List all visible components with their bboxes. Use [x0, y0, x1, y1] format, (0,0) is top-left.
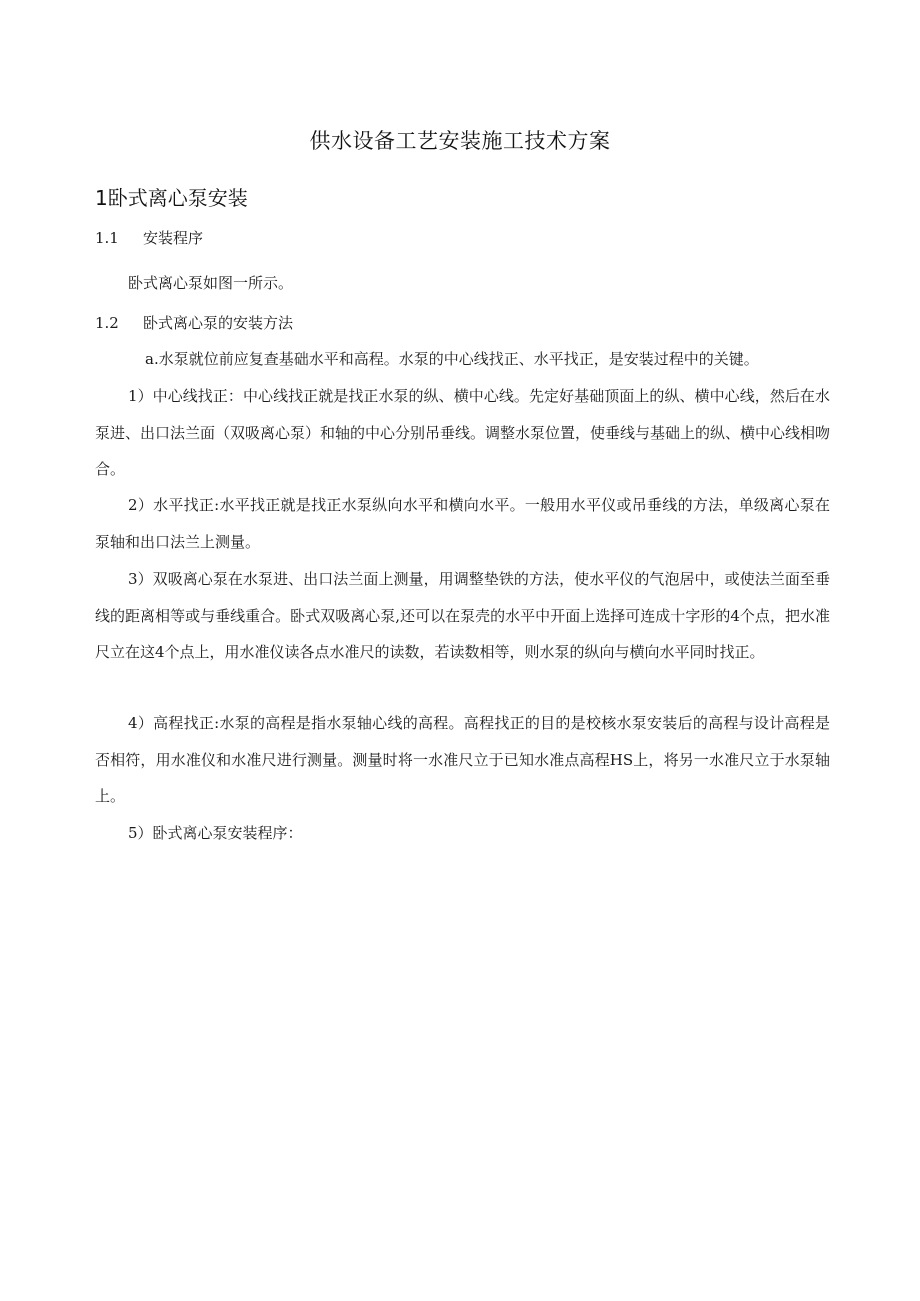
- paragraph-3: 3）双吸离心泵在水泵进、出口法兰面上测量，用调整垫铁的方法，使水平仪的气泡居中，或使法兰面至垂线的距离相等或与垂线重合。卧式双吸离心泵,还可以在泵壳的水平中开面上选择可连成十字形的4个点，把水准尺立在这4个点上，用水准仪读各点水准尺的读数，若读数相等，则水泵的纵向与横向水平同时找正。: [95, 570, 830, 661]
- paragraph-4: 4）高程找正:水泵的高程是指水泵轴心线的高程。高程找正的目的是校核水泵安装后的高程与设计高程是否相符，用水准仪和水准尺进行测量。测量时将一水准尺立于已知水准点高程HS上，将另一水准尺立于水泵轴上。: [95, 714, 830, 805]
- paragraph-a: a.水泵就位前应复查基础水平和高程。水泵的中心线找正、水平找正，是安装过程中的关键。: [145, 350, 759, 368]
- paragraph-2: 2）水平找正:水平找正就是找正水泵纵向水平和横向水平。一般用水平仪或吊垂线的方法，单级离心泵在泵轴和出口法兰上测量。: [95, 496, 830, 551]
- document-title: 供水设备工艺安装施工技术方案: [309, 129, 611, 153]
- subheading-number: 1.2: [95, 314, 119, 332]
- subheading-number: 1.1: [95, 229, 119, 247]
- paragraph-1-1: 卧式离心泵如图一所示。: [128, 274, 294, 292]
- subheading-1-1: [95, 226, 203, 250]
- section-heading: 1卧式离心泵安装: [95, 186, 248, 210]
- paragraph-5: 5）卧式离心泵安装程序：: [128, 824, 303, 842]
- subheading-1-2: [95, 311, 293, 335]
- paragraph-1: 1）中心线找正：中心线找正就是找正水泵的纵、横中心线。先定好基础顶面上的纵、横中心线，然后在水泵进、出口法兰面（双吸离心泵）和轴的中心分别吊垂线。调整水泵位置，使垂线与基础上的纵、横中心线相吻合。: [95, 387, 831, 478]
- subheading-title: 卧式离心泵的安装方法: [143, 314, 294, 332]
- subheading-title: 安装程序: [143, 229, 204, 247]
